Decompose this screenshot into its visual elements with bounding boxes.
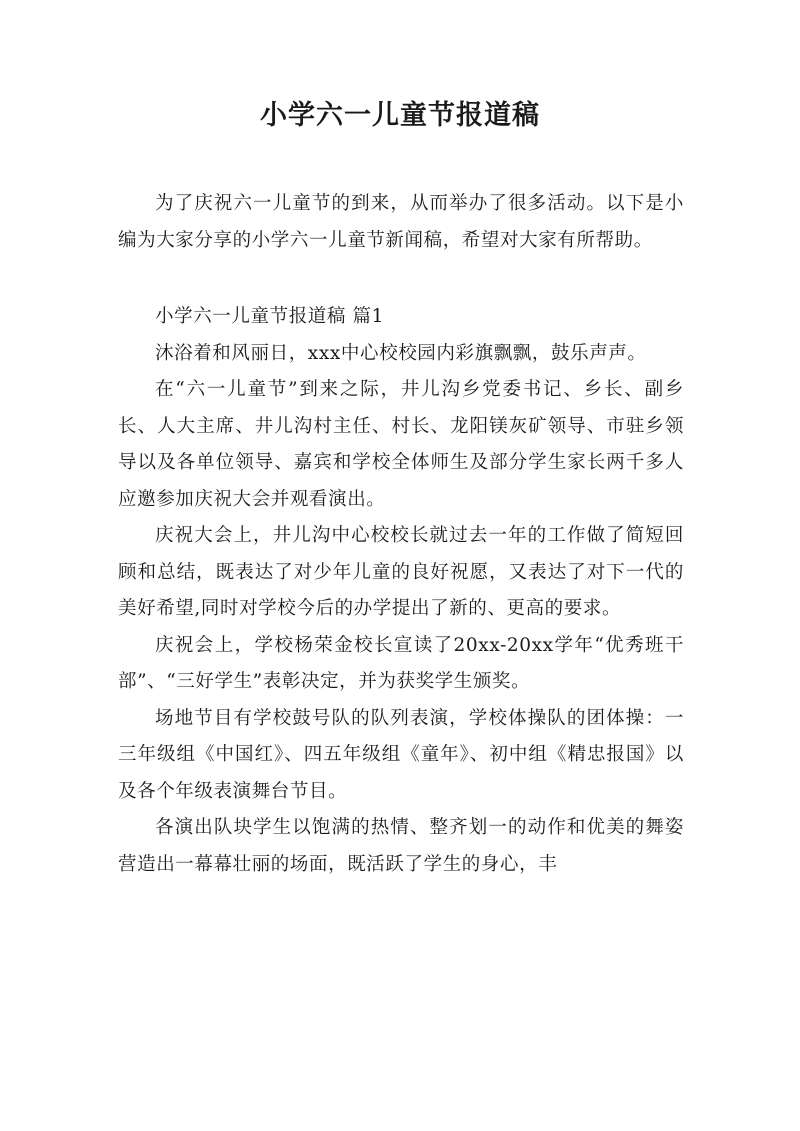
- body-paragraph: 各演出队块学生以饱满的热情、整齐划一的动作和优美的舞姿营造出一幕幕壮丽的场面，既活跃了学生的身心，丰: [118, 817, 684, 875]
- body-paragraph: 庆祝大会上，井儿沟中心校校长就过去一年的工作做了简短回顾和总结，既表达了对少年儿童的良好祝愿，又表达了对下一代的美好希望,同时对学校今后的办学提出了新的、更高的要求。: [118, 525, 684, 619]
- intro-paragraph: 为了庆祝六一儿童节的到来，从而举办了很多活动。以下是小编为大家分享的小学六一儿童节新闻稿，希望对大家有所帮助。: [118, 193, 684, 251]
- body-paragraph: 在“六一儿童节”到来之际，井儿沟乡党委书记、乡长、副乡长、人大主席、井儿沟村主任、村长、龙阳镁灰矿领导、市驻乡领导以及各单位领导、嘉宾和学校全体师生及部分学生家长两千多人应邀参加庆祝大会并观看演出。: [118, 379, 684, 510]
- body-paragraph: 庆祝会上，学校杨荣金校长宣读了20xx-20xx学年“优秀班干部”、“三好学生”表彰决定，并为获奖学生颁奖。: [118, 634, 684, 692]
- body-paragraph: 沐浴着和风丽日，xxx中心校校园内彩旗飘飘，鼓乐声声。: [155, 342, 647, 364]
- document-title: 小学六一儿童节报道稿: [260, 100, 540, 131]
- document-body: [118, 186, 684, 883]
- body-paragraph: 场地节目有学校鼓号队的队列表演，学校体操队的团体操：一三年级组《中国红》、四五年级组《童年》、初中组《精忠报国》以及各个年级表演舞台节目。: [118, 707, 684, 802]
- section-heading: 小学六一儿童节报道稿 篇1: [155, 306, 384, 327]
